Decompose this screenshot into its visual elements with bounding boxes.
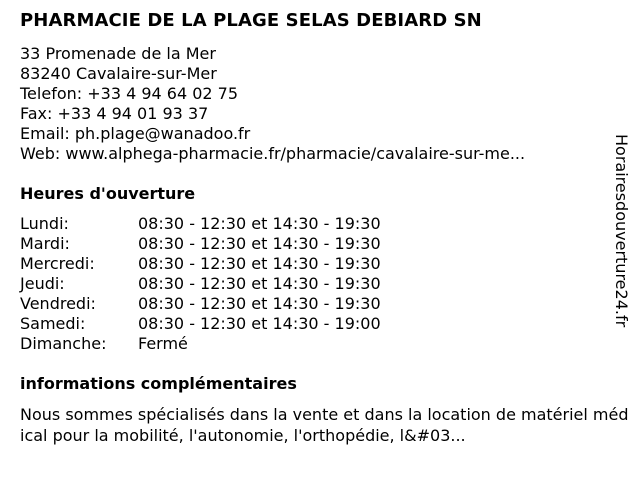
- hours-time: Fermé: [138, 334, 188, 353]
- address-line-1: 33 Promenade de la Mer: [20, 44, 216, 63]
- hours-time: 08:30 - 12:30 et 14:30 - 19:00: [138, 314, 381, 333]
- hours-heading: Heures d'ouverture: [20, 184, 196, 203]
- site-watermark-label: Horairesdouverture24.fr: [612, 134, 631, 328]
- hours-day: Samedi:: [20, 314, 86, 333]
- web-line: Web: www.alphega-pharmacie.fr/pharmacie/cavalaire-sur-me...: [20, 144, 526, 163]
- info-heading: informations complémentaires: [20, 374, 297, 393]
- address-line-2: 83240 Cavalaire-sur-Mer: [20, 64, 217, 83]
- hours-day: Jeudi:: [20, 274, 65, 293]
- fax-line: Fax: +33 4 94 01 93 37: [20, 104, 209, 123]
- info-text: Nous sommes spécialisés dans la vente et dans la location de matériel médical pour la mobilité, l'autonomie, l'orthopédie, l&#03...: [20, 405, 629, 445]
- hours-time: 08:30 - 12:30 et 14:30 - 19:30: [138, 294, 381, 313]
- hours-time: 08:30 - 12:30 et 14:30 - 19:30: [138, 234, 381, 253]
- hours-time: 08:30 - 12:30 et 14:30 - 19:30: [138, 254, 381, 273]
- hours-day: Dimanche:: [20, 334, 107, 353]
- hours-time: 08:30 - 12:30 et 14:30 - 19:30: [138, 214, 381, 233]
- hours-day: Mardi:: [20, 234, 70, 253]
- hours-day: Lundi:: [20, 214, 69, 233]
- email-line: Email: ph.plage@wanadoo.fr: [20, 124, 251, 143]
- phone-line: Telefon: +33 4 94 64 02 75: [20, 84, 239, 103]
- hours-time: 08:30 - 12:30 et 14:30 - 19:30: [138, 274, 381, 293]
- business-name: PHARMACIE DE LA PLAGE SELAS DEBIARD SN: [20, 10, 482, 31]
- contact-block: [20, 44, 525, 164]
- hours-day: Mercredi:: [20, 254, 95, 273]
- hours-day: Vendredi:: [20, 294, 96, 313]
